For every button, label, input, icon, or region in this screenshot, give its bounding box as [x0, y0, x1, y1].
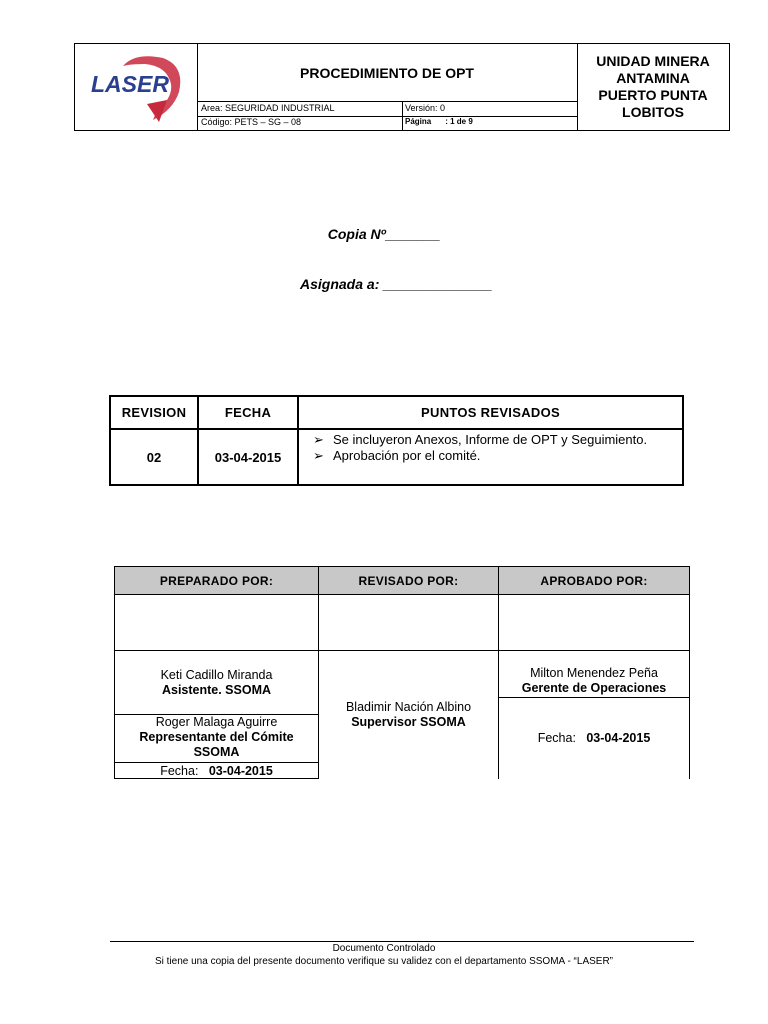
preparado-2-name: Roger Malaga Aguirre: [155, 715, 278, 729]
revisado-name: Bladimir Nación Albino: [345, 700, 472, 714]
document-header: [74, 43, 730, 131]
unit-name: [577, 44, 729, 130]
revisado-header: REVISADO POR:: [318, 566, 499, 595]
signature-table: [114, 566, 690, 779]
preparado-1-name: Keti Cadillo Miranda: [160, 668, 273, 682]
preparado-1-role: Asistente. SSOMA: [161, 683, 272, 697]
aprobado-role: Gerente de Operaciones: [521, 681, 667, 695]
pagina-value: : 1 de 9: [445, 117, 473, 126]
unit-line-1: UNIDAD MINERA: [596, 53, 710, 69]
preparado-fecha: Fecha: 03-04-2015: [160, 764, 273, 778]
pagina-label: Página : 1 de 9: [405, 117, 473, 126]
logo-cell: [75, 44, 198, 130]
header-row-area: [197, 102, 577, 117]
unit-line-2: ANTAMINA: [616, 70, 690, 86]
unit-line-3: PUERTO PUNTA: [598, 87, 708, 103]
document-title: PROCEDIMIENTO DE OPT: [197, 44, 577, 102]
copia-number: Copia Nº_______: [327, 226, 441, 242]
codigo-label: Código: PETS – SG – 08: [201, 117, 302, 127]
logo-text: LASER: [91, 71, 169, 97]
revisado-role: Supervisor SSOMA: [351, 715, 466, 729]
header-middle: [197, 44, 578, 130]
header-row-codigo: [197, 116, 577, 130]
area-label: Area: SEGURIDAD INDUSTRIAL: [201, 103, 335, 113]
aprobado-header: APROBADO POR:: [498, 566, 690, 595]
revision-number: 02: [110, 429, 198, 485]
revision-points: [298, 429, 683, 485]
aprobado-fecha: Fecha: 03-04-2015: [537, 731, 651, 745]
asignada-a: Asignada a: ______________: [300, 276, 493, 292]
aprobado-name: Milton Menendez Peña: [530, 666, 658, 680]
revision-header: REVISION: [110, 396, 198, 429]
version-label: Versión: 0: [405, 103, 446, 113]
fecha-header: FECHA: [198, 396, 298, 429]
footer-line-1: Documento Controlado: [332, 943, 436, 954]
list-item: ➢ Aprobación por el comité.: [313, 448, 481, 463]
arrow-bullet-icon: ➢: [313, 448, 324, 463]
revision-table: [109, 395, 684, 486]
laser-logo: [75, 44, 197, 130]
arrow-bullet-icon: ➢: [313, 432, 324, 447]
preparado-2-role: Representante del Cómite SSOMA: [139, 730, 294, 759]
footer-line-2: Si tiene una copia del presente documento verifique su validez con el departamento SSOMA - “LASER”: [154, 956, 614, 967]
unit-line-4: LOBITOS: [622, 104, 684, 120]
list-item: ➢ Se incluyeron Anexos, Informe de OPT y Seguimiento.: [313, 432, 648, 447]
revision-date: 03-04-2015: [198, 429, 298, 485]
puntos-header: PUNTOS REVISADOS: [298, 396, 683, 429]
preparado-header: PREPARADO POR:: [114, 566, 319, 595]
